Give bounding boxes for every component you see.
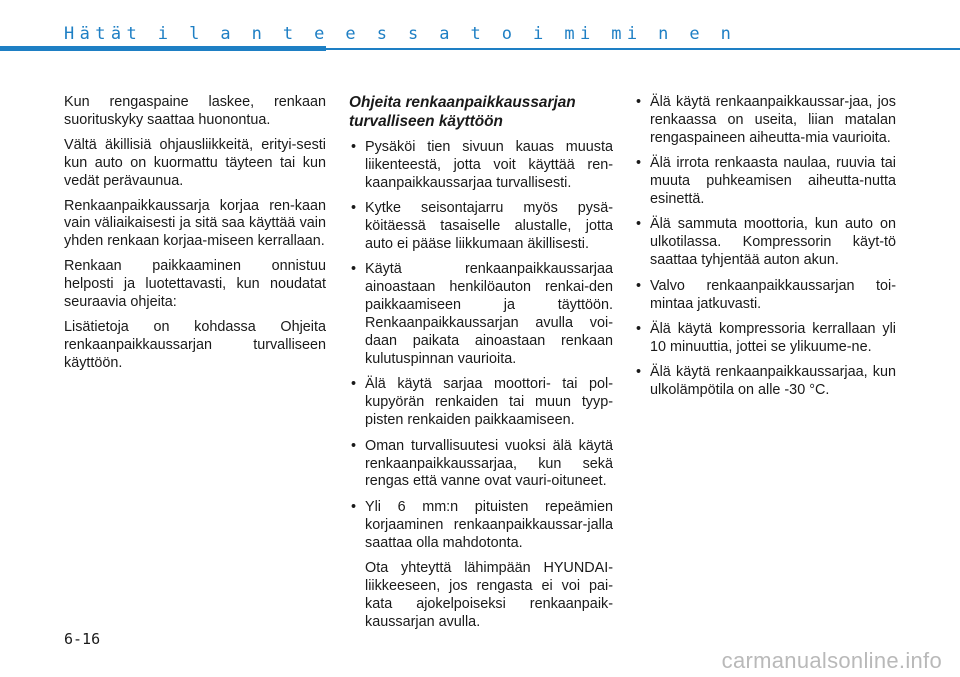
column-safety-instructions — [349, 94, 613, 632]
list-item: • Älä irrota renkaasta naulaa, ruuvia tai muuta puhkeamisen aiheutta-nutta esinettä. — [634, 155, 896, 209]
list-item: • Älä käytä kompressoria kerrallaan yli 10 minuuttia, jottei se ylikuume-ne. — [634, 321, 896, 357]
list-item: • Yli 6 mm:n pituisten repeämien korjaaminen renkaanpaikkaussar-jalla saattaa olla mahdotonta. — [349, 499, 613, 553]
header-rule — [326, 48, 960, 50]
list-item: • Älä käytä renkaanpaikkaussar-jaa, jos renkaassa on useita, liian matalan rengaspaineen aiheutta-mia vaurioita. — [634, 94, 896, 148]
header-rule-accent — [0, 46, 326, 51]
paragraph: Renkaan paikkaaminen onnistuu helposti ja luotettavasti, kun noudatat seuraavia ohjeita: — [64, 258, 326, 311]
list-item: • Pysäköi tien sivuun kauas muusta liikenteestä, jotta voit käyttää ren-kaanpaikkaussarjaa turvallisesti. — [349, 139, 613, 193]
section-title: Hätät i l a n t e e s s a t o i mi mi n e n — [64, 24, 737, 44]
paragraph: Vältä äkillisiä ohjausliikkeitä, erityi-sesti kun auto on kuormattu täyteen tai kun vedät perävaunua. — [64, 136, 326, 189]
list-item: • Älä käytä sarjaa moottori- tai pol-kupyörän renkaiden tai muun tyyp-pisten renkaiden paikkaamiseen. — [349, 376, 613, 430]
dealer-note: Ota yhteyttä lähimpään HYUNDAI-liikkeeseen, jos rengasta ei voi pai-kata ajokelpoiseksi renkaanpaik-kaussarjan avulla. — [365, 560, 613, 630]
paragraph: Renkaanpaikkaussarja korjaa ren-kaan vain väliaikaisesti ja sitä saa käyttää vain yhden renkaan korjaa-miseen kerrallaan. — [64, 197, 326, 250]
paragraph: Kun rengaspaine laskee, renkaan suorituskyky saattaa huonontua. — [64, 94, 326, 128]
list-item: • Valvo renkaanpaikkaussarjan toi-mintaa jatkuvasti. — [634, 278, 896, 314]
list-item: • Älä käytä renkaanpaikkaussarjaa, kun ulkolämpötila on alle -30 °C. — [634, 364, 896, 400]
list-item: • Älä sammuta moottoria, kun auto on ulkotilassa. Kompressorin käyt-tö saattaa tyhjentää auton akun. — [634, 216, 896, 270]
list-item: • Kytke seisontajarru myös pysä-köitäessä tasaiselle alustalle, jotta auto ei pääse liikkumaan äkillisesti. — [349, 200, 613, 254]
watermark: carmanualsonline.info — [721, 648, 942, 673]
list-item: • Oman turvallisuutesi vuoksi älä käytä renkaanpaikkaussarjaa, kun sekä rengas että vanne ovat vauri-oituneet. — [349, 438, 613, 492]
column-warnings — [634, 94, 896, 408]
subheading: Ohjeita renkaanpaikkaussarjan turvalliseen käyttöön — [349, 94, 576, 130]
bullet-list — [634, 94, 896, 400]
page-number: 6-16 — [64, 630, 101, 648]
column-intro — [64, 94, 326, 380]
paragraph: Lisätietoja on kohdassa Ohjeita renkaanpaikkaussarjan turvalliseen käyttöön. — [64, 318, 326, 371]
bullet-list — [349, 139, 613, 553]
list-item: • Käytä renkaanpaikkaussarjaa ainoastaan henkilöauton renkai-den paikkaamiseen ja täyttöön. Renkaanpaikkaussarjan avulla voi-daan paikata ainoastaan renkaan kulutuspinnan vaurioita. — [349, 261, 613, 368]
